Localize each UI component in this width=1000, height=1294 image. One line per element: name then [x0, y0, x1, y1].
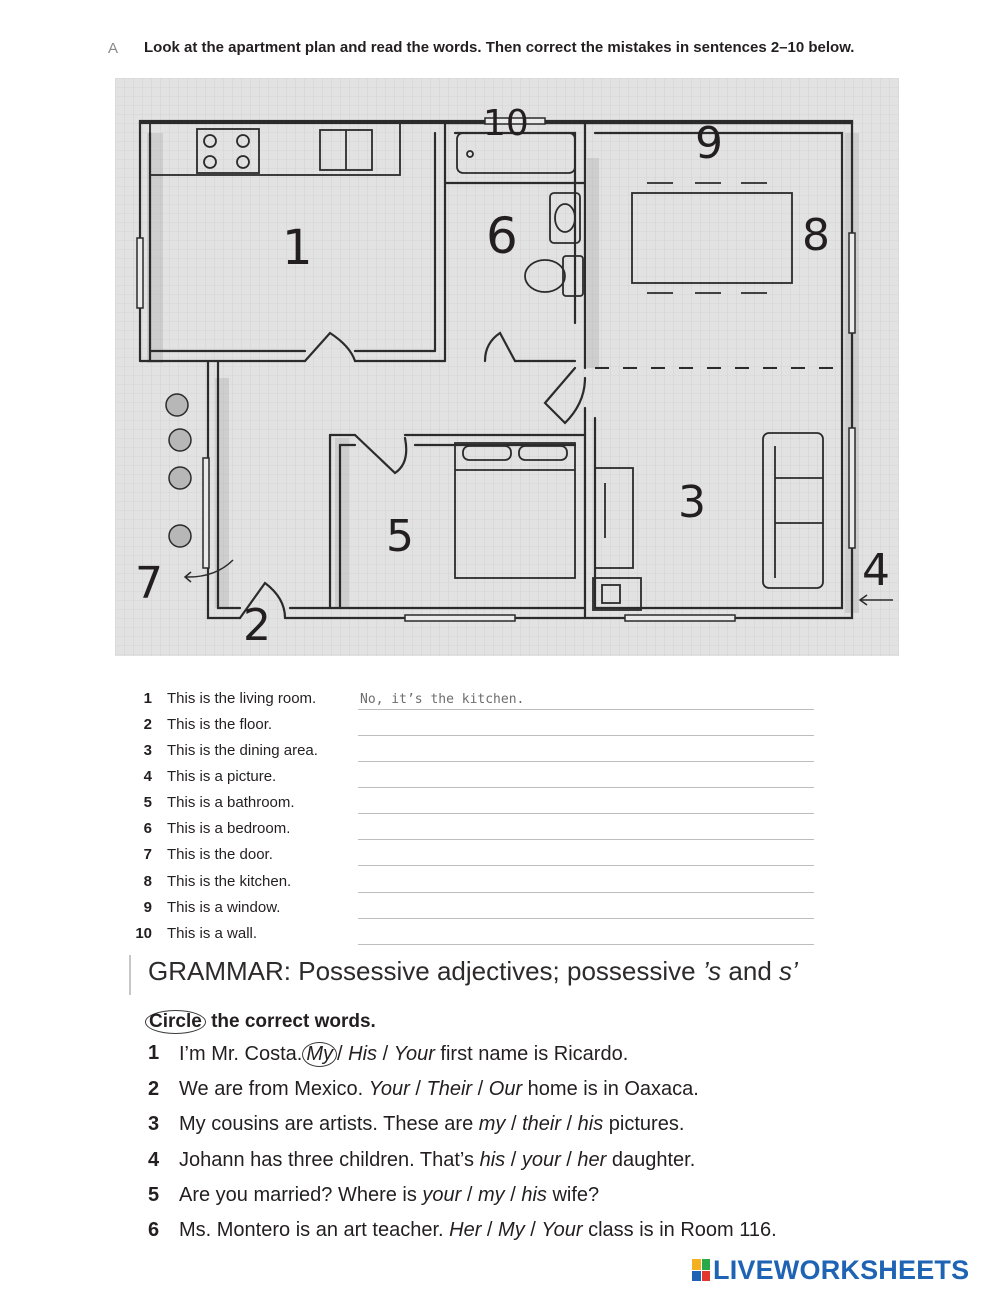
item-text: My cousins are artists. These are my / their / his pictures.: [179, 1113, 685, 1135]
item-sentence: This is the living room.: [167, 690, 317, 707]
option-3[interactable]: his: [521, 1184, 547, 1206]
item-sentence: This is the floor.: [167, 716, 273, 733]
item-number: 5: [148, 1184, 160, 1206]
item-sentence: This is a window.: [167, 899, 281, 916]
item-text: Are you married? Where is your / my / his wife?: [179, 1184, 600, 1206]
item-sentence: This is a bedroom.: [167, 820, 291, 837]
item-number: 6: [148, 1219, 160, 1241]
grammar-title-s2: s’: [779, 956, 798, 986]
option-2[interactable]: their: [522, 1113, 561, 1135]
plan-label-9: 9: [695, 118, 723, 169]
option-2[interactable]: Their: [426, 1078, 473, 1100]
option-1[interactable]: Her: [449, 1219, 482, 1241]
option-1[interactable]: his: [479, 1149, 506, 1171]
option-3[interactable]: her: [577, 1149, 607, 1171]
grammar-instruction: [148, 1010, 376, 1034]
item-pre: We are from Mexico.: [179, 1078, 369, 1100]
exercise-item: [130, 820, 830, 846]
option-3[interactable]: Your: [393, 1043, 435, 1065]
option-1[interactable]: My: [302, 1042, 337, 1067]
item-pre: Ms. Montero is an art teacher.: [179, 1219, 450, 1241]
item-post: class is in Room 116.: [582, 1219, 777, 1241]
item-number: 3: [148, 1113, 160, 1135]
item-sentence: This is the door.: [167, 846, 273, 863]
logo-text: LIVEWORKSHEETS: [713, 1254, 970, 1285]
answer-line: [358, 892, 814, 893]
section-divider: [129, 955, 131, 995]
answer-line: [358, 918, 814, 919]
plan-label-4: 4: [862, 545, 890, 596]
option-3[interactable]: Your: [541, 1219, 583, 1241]
plan-label-2: 2: [243, 600, 271, 651]
grammar-title-text: GRAMMAR: Possessive adjectives; possessive: [148, 956, 703, 986]
item-text: We are from Mexico. Your / Their / Our home is in Oaxaca.: [179, 1078, 699, 1100]
exercise-item: [130, 899, 830, 925]
exercise-item: [130, 742, 830, 768]
plan-label-8: 8: [802, 210, 830, 261]
item-post: wife?: [546, 1184, 600, 1206]
circled-word: Circle: [145, 1010, 206, 1034]
plan-label-7: 7: [135, 558, 163, 609]
item-pre: Are you married? Where is: [179, 1184, 423, 1206]
option-1[interactable]: your: [422, 1184, 462, 1206]
answer-line: [358, 735, 814, 736]
grammar-title: [148, 956, 798, 987]
item-sentence: This is the kitchen.: [167, 873, 292, 890]
logo-icon: [692, 1259, 710, 1281]
apartment-plan: [115, 78, 899, 656]
item-post: pictures.: [603, 1113, 685, 1135]
answer-field[interactable]: No, it’s the kitchen.: [360, 692, 525, 707]
item-number: 2: [143, 716, 152, 733]
item-number: 1: [143, 690, 152, 707]
answer-line: [358, 761, 814, 762]
item-post: daughter.: [606, 1149, 696, 1171]
exercise-item: [130, 716, 830, 742]
answer-line: [358, 813, 814, 814]
option-3[interactable]: his: [577, 1113, 604, 1135]
plan-label-6: 6: [486, 207, 518, 265]
exercise-item: [130, 873, 830, 899]
grammar-title-and: and: [721, 956, 779, 986]
item-number: 4: [148, 1149, 160, 1171]
item-number: 2: [148, 1078, 160, 1100]
item-pre: I’m Mr. Costa.: [179, 1043, 303, 1065]
section-letter: A: [108, 40, 119, 57]
option-3[interactable]: Our: [488, 1078, 523, 1100]
item-sentence: This is a picture.: [167, 768, 277, 785]
item-number: 6: [143, 820, 152, 837]
answer-line: [358, 787, 814, 788]
item-post: first name is Ricardo.: [434, 1043, 629, 1065]
item-pre: Johann has three children. That’s: [179, 1149, 480, 1171]
answer-line: [358, 709, 814, 710]
liveworksheets-logo: [692, 1255, 969, 1285]
exercise-item: [130, 846, 830, 872]
exercise-item: [130, 690, 830, 716]
option-2[interactable]: my: [478, 1184, 505, 1206]
option-1[interactable]: my: [478, 1113, 506, 1135]
exercise-item: [130, 794, 830, 820]
answer-line: [358, 944, 814, 945]
option-1[interactable]: Your: [368, 1078, 410, 1100]
option-2[interactable]: His: [348, 1043, 378, 1065]
option-2[interactable]: My: [498, 1219, 525, 1241]
item-text: Ms. Montero is an art teacher. Her / My / Your class is in Room 116.: [179, 1219, 777, 1241]
item-text: Johann has three children. That’s his / your / her daughter.: [179, 1149, 696, 1171]
grammar-title-s1: ’s: [702, 956, 722, 986]
item-number: 4: [143, 768, 152, 785]
exercise-instruction: Look at the apartment plan and read the words. Then correct the mistakes in sentences 2–10 below.: [144, 39, 855, 56]
instruction-rest: the correct words.: [205, 1011, 376, 1032]
item-number: 7: [143, 846, 152, 863]
item-sentence: This is a wall.: [167, 925, 258, 942]
exercise-item: [130, 925, 830, 951]
item-sentence: This is a bathroom.: [167, 794, 295, 811]
plan-label-1: 1: [282, 220, 313, 276]
item-number: 8: [143, 873, 152, 890]
item-post: home is in Oaxaca.: [522, 1078, 699, 1100]
item-text: I’m Mr. Costa. My / His / Your first name is Ricardo.: [179, 1043, 629, 1065]
exercise-item: [130, 768, 830, 794]
plan-label-5: 5: [386, 511, 414, 562]
item-number: 10: [135, 925, 152, 942]
item-number: 3: [143, 742, 152, 759]
item-number: 9: [143, 899, 152, 916]
plan-label-3: 3: [678, 477, 706, 528]
answer-line: [358, 865, 814, 866]
item-sentence: This is the dining area.: [167, 742, 318, 759]
plan-label-10: 10: [483, 103, 529, 144]
item-number: 5: [143, 794, 152, 811]
item-pre: My cousins are artists. These are: [179, 1113, 479, 1135]
option-2[interactable]: your: [521, 1149, 561, 1171]
answer-line: [358, 839, 814, 840]
item-number: 1: [148, 1042, 160, 1064]
